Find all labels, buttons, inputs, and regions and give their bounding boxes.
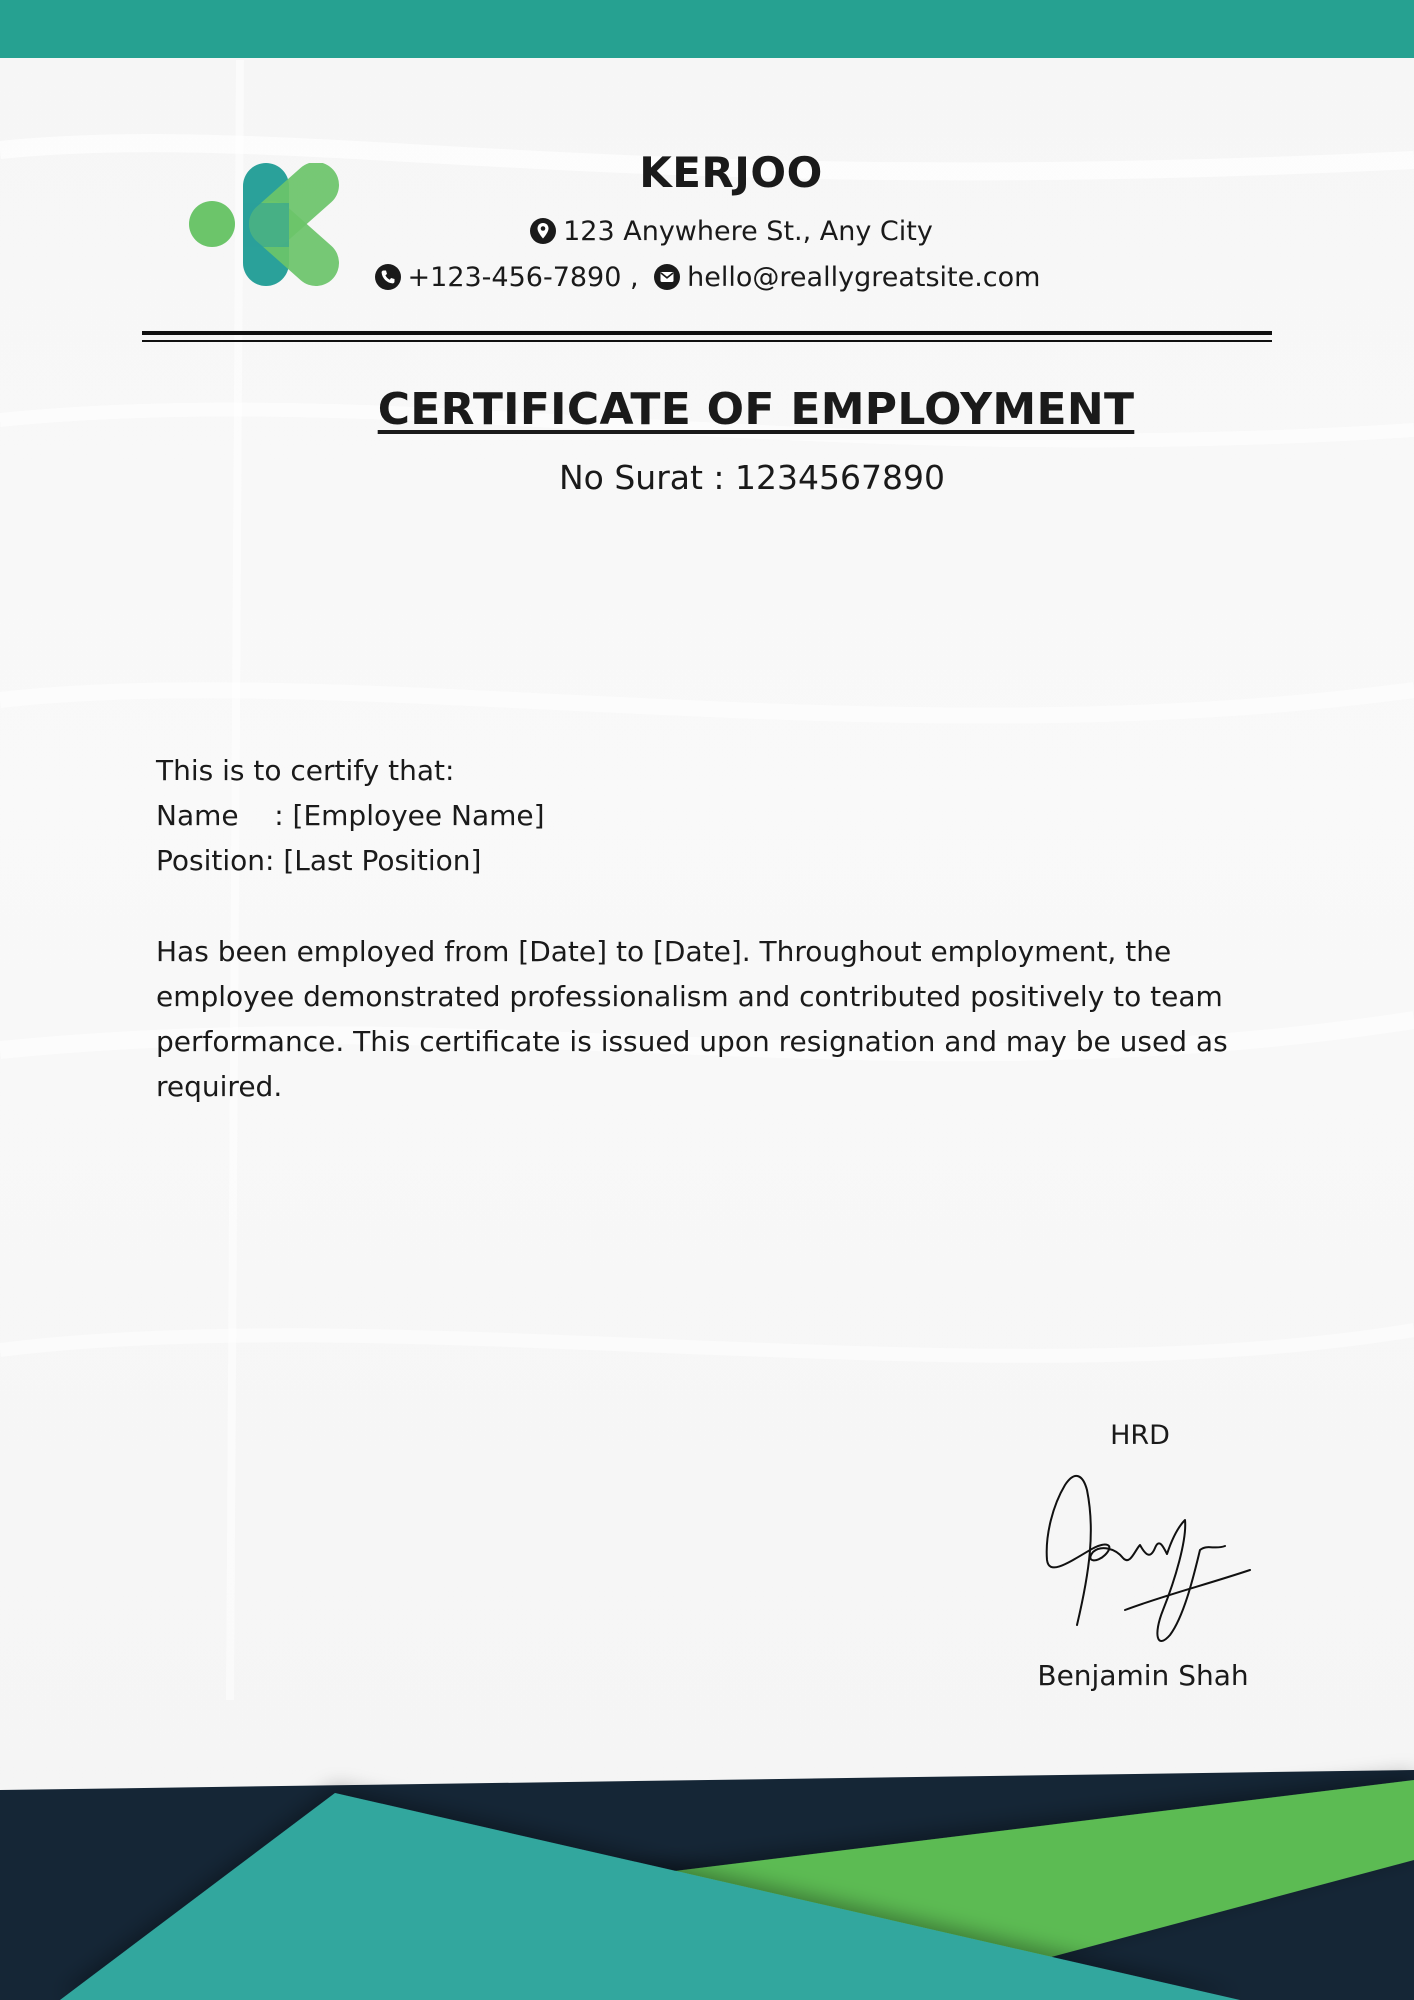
phone-icon [374,263,402,291]
signatory-name: Benjamin Shah [1037,1659,1249,1692]
signatory-role: HRD [1110,1420,1170,1451]
top-accent-bar [0,0,1414,58]
address-line [24,214,1414,250]
address-text: 123 Anywhere St., Any City [563,216,933,247]
map-pin-icon [529,217,557,245]
reference-number: No Surat : 1234567890 [558,458,945,497]
employee-name-line: Name : [Employee Name] [156,799,545,832]
certify-intro: This is to certify that: [156,754,455,787]
contact-line [0,260,1414,296]
header-divider-thin [142,340,1272,342]
company-name: KERJOO [639,148,823,197]
certificate-title: CERTIFICATE OF EMPLOYMENT [377,384,1135,435]
phone-text: +123-456-7890 , [407,262,639,293]
employee-details [156,748,1246,883]
footer-decoration [0,1690,1414,2000]
employment-statement: Has been employed from [Date] to [Date]. Throughout employment, the employee demonstrated professionalism and contributed positively to team performance. This certificate is issued upon resignation and may be used as required. [156,935,1228,1103]
email-text: hello@reallygreatsite.com [687,262,1041,293]
email-icon [653,263,681,291]
employee-position-line: Position: [Last Position] [156,844,482,877]
header-divider-thick [142,331,1272,335]
handwritten-signature [1035,1450,1255,1660]
